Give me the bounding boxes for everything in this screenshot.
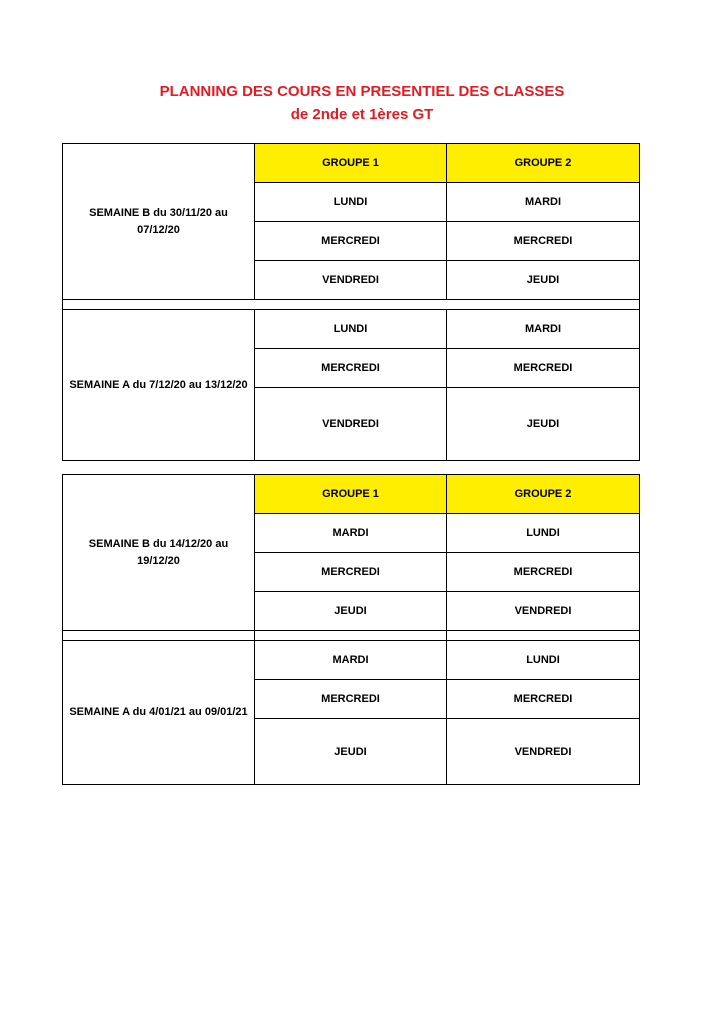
group-1-day: JEUDI [255,719,447,785]
group-2-day: JEUDI [447,388,640,461]
group-1-day: JEUDI [255,592,447,631]
group-2-header: GROUPE 2 [447,475,640,514]
group-2-day: MARDI [447,183,640,222]
spacer-cell [447,631,640,641]
group-2-day: JEUDI [447,261,640,300]
table-row [63,144,640,183]
group-2-day: MERCREDI [447,680,640,719]
group-2-day: MERCREDI [447,553,640,592]
group-1-day: MERCREDI [255,553,447,592]
table-row [63,641,640,680]
page-title-line-2: de 2nde et 1ères GT [290,106,434,123]
table-row [63,475,640,514]
schedule-table-1 [62,143,640,461]
group-1-day: VENDREDI [255,388,447,461]
group-1-header: GROUPE 1 [255,475,447,514]
group-1-day: LUNDI [255,310,447,349]
spacer-cell [63,300,640,310]
spacer-cell [63,631,255,641]
week-label: SEMAINE B du 14/12/20 au 19/12/20 [63,475,255,631]
week-label: SEMAINE B du 30/11/20 au 07/12/20 [63,144,255,300]
group-1-day: MERCREDI [255,680,447,719]
spacer-row [63,300,640,310]
group-2-day: MARDI [447,310,640,349]
group-1-day: LUNDI [255,183,447,222]
week-label: SEMAINE A du 4/01/21 au 09/01/21 [63,641,255,785]
spacer-row [63,631,640,641]
group-2-header: GROUPE 2 [447,144,640,183]
schedule-table-2 [62,474,640,785]
group-1-day: VENDREDI [255,261,447,300]
spacer-cell [255,631,447,641]
group-2-day: VENDREDI [447,592,640,631]
page-title-line-1: PLANNING DES COURS EN PRESENTIEL DES CLASSES [159,83,565,100]
group-2-day: LUNDI [447,514,640,553]
group-1-day: MARDI [255,514,447,553]
group-1-day: MERCREDI [255,222,447,261]
group-1-header: GROUPE 1 [255,144,447,183]
group-1-day: MARDI [255,641,447,680]
group-2-day: MERCREDI [447,349,640,388]
week-label: SEMAINE A du 7/12/20 au 13/12/20 [63,310,255,461]
group-2-day: VENDREDI [447,719,640,785]
group-2-day: LUNDI [447,641,640,680]
group-2-day: MERCREDI [447,222,640,261]
group-1-day: MERCREDI [255,349,447,388]
table-row [63,310,640,349]
